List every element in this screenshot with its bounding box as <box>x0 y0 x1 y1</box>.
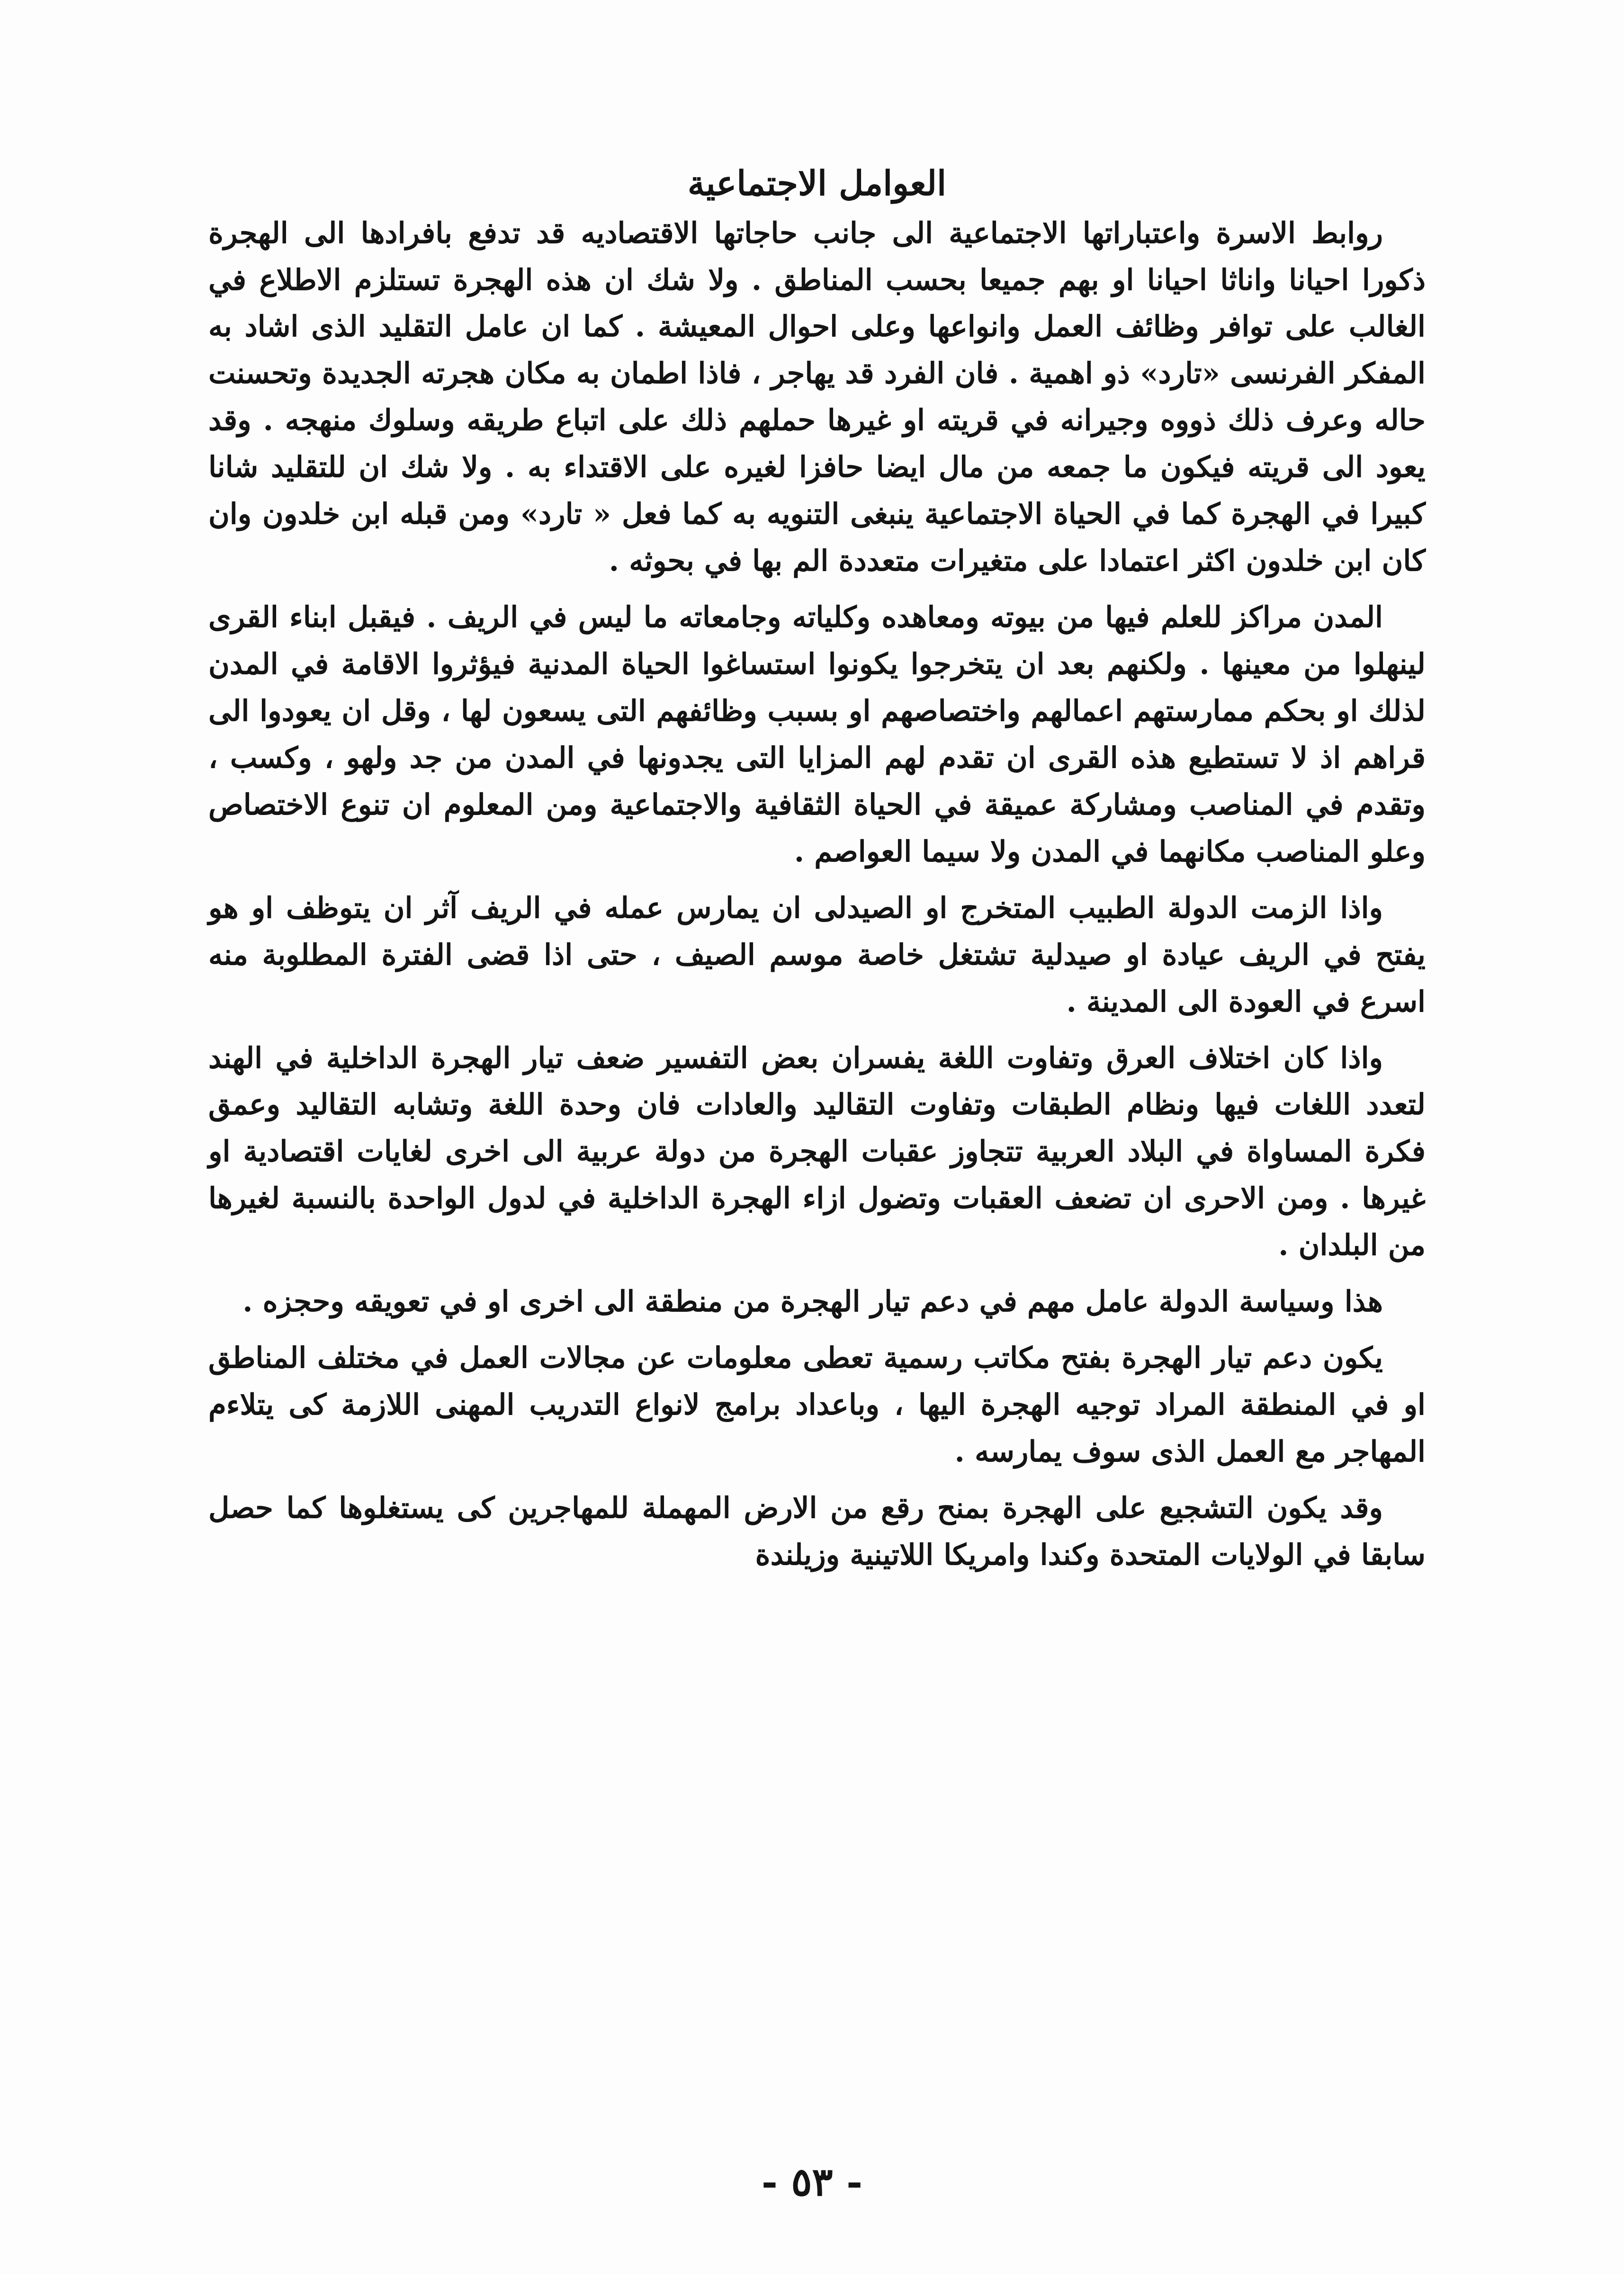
paragraph-state-policy: هذا وسياسة الدولة عامل مهم في دعم تيار الهجرة من منطقة الى اخرى او في تعويقه وحجزه . <box>242 1285 1383 1319</box>
page-number: - ٥٣ - <box>761 2159 863 2205</box>
page-body <box>208 161 1426 1579</box>
paragraph-doctor-pharmacist: واذا الزمت الدولة الطبيب المتخرج او الصيدلى ان يمارس عمله في الريف آثر ان يتوظف او هو يفتح في الريف عيادة او صيدلية تشتغل خاصة موسم الصيف ، حتى اذا قضى الفترة المطلوبة منه اسرع في العودة الى المدينة . <box>208 891 1426 1019</box>
paragraph-support-offices: يكون دعم تيار الهجرة بفتح مكاتب رسمية تعطى معلومات عن مجالات العمل في مختلف المناطق او في المنطقة المراد توجيه الهجرة اليها ، وباعداد برامج لانواع التدريب المهنى اللازمة كى يتلاءم المهاجر مع العمل الذى سوف يمارسه . <box>208 1341 1426 1469</box>
section-heading: العوامل الاجتماعية <box>687 163 947 203</box>
paragraph-land-grants: وقد يكون التشجيع على الهجرة بمنح رقع من الارض المهملة للمهاجرين كى يستغلوها كما حصل سابقا في الولايات المتحدة وكندا وامريكا اللاتينية وزيلندة <box>208 1491 1426 1572</box>
paragraph-cities-education: المدن مراكز للعلم فيها من بيوته ومعاهده وكلياته وجامعاته ما ليس في الريف . فيقبل ابناء القرى لينهلوا من معينها . ولكنهم بعد ان يتخرجوا يكونوا استساغوا الحياة المدنية فيؤثروا الاقامة في المدن لذلك او بحكم ممارستهم اعمالهم واختصاصهم او بسبب وظائفهم التى يسعون لها ، وقل ان يعودوا الى قراهم اذ لا تستطيع هذه القرى ان تقدم لهم المزايا التى يجدونها في المدن من جد ولهو ، وكسب ، وتقدم في المناصب ومشاركة عميقة في الحياة الثقافية والاجتماعية ومن المعلوم ان تنوع الاختصاص وعلو المناصب مكانهما في المدن ولا سيما العواصم . <box>208 600 1426 869</box>
paragraph-language-race: واذا كان اختلاف العرق وتفاوت اللغة يفسران بعض التفسير ضعف تيار الهجرة الداخلية في الهند لتعدد اللغات فيها ونظام الطبقات وتفاوت التقاليد والعادات فان وحدة اللغة وتشابه التقاليد وعمق فكرة المساواة في البلاد العربية تتجاوز عقبات الهجرة من دولة عربية الى اخرى لغايات اقتصادية او غيرها . ومن الاحرى ان تضعف العقبات وتضول ازاء الهجرة الداخلية في لدول الواحدة بالنسبة لغيرها من البلدان . <box>208 1041 1426 1263</box>
paragraph-family-ties: روابط الاسرة واعتباراتها الاجتماعية الى جانب حاجاتها الاقتصاديه قد تدفع بافرادها الى الهجرة ذكورا احيانا واناثا احيانا او بهم جميعا بحسب المناطق . ولا شك ان هذه الهجرة تستلزم الاطلاع في الغالب على توافر وظائف العمل وانواعها وعلى احوال المعيشة . كما ان عامل التقليد الذى اشاد به المفكر الفرنسى «تارد» ذو اهمية . فان الفرد قد يهاجر ، فاذا اطمان به مكان هجرته الجديدة وتحسنت حاله وعرف ذلك ذووه وجيرانه في قريته او غيرها حملهم ذلك على اتباع طريقه وسلوك منهجه . وقد يعود الى قريته فيكون ما جمعه من مال ايضا حافزا لغيره على الاقتداء به . ولا شك ان للتقليد شانا كبيرا في الهجرة كما في الحياة الاجتماعية ينبغى التنويه به كما فعل « تارد» ومن قبله ابن خلدون وان كان ابن خلدون اكثر اعتمادا على متغيرات متعددة الم بها في بحوثه . <box>208 216 1426 578</box>
